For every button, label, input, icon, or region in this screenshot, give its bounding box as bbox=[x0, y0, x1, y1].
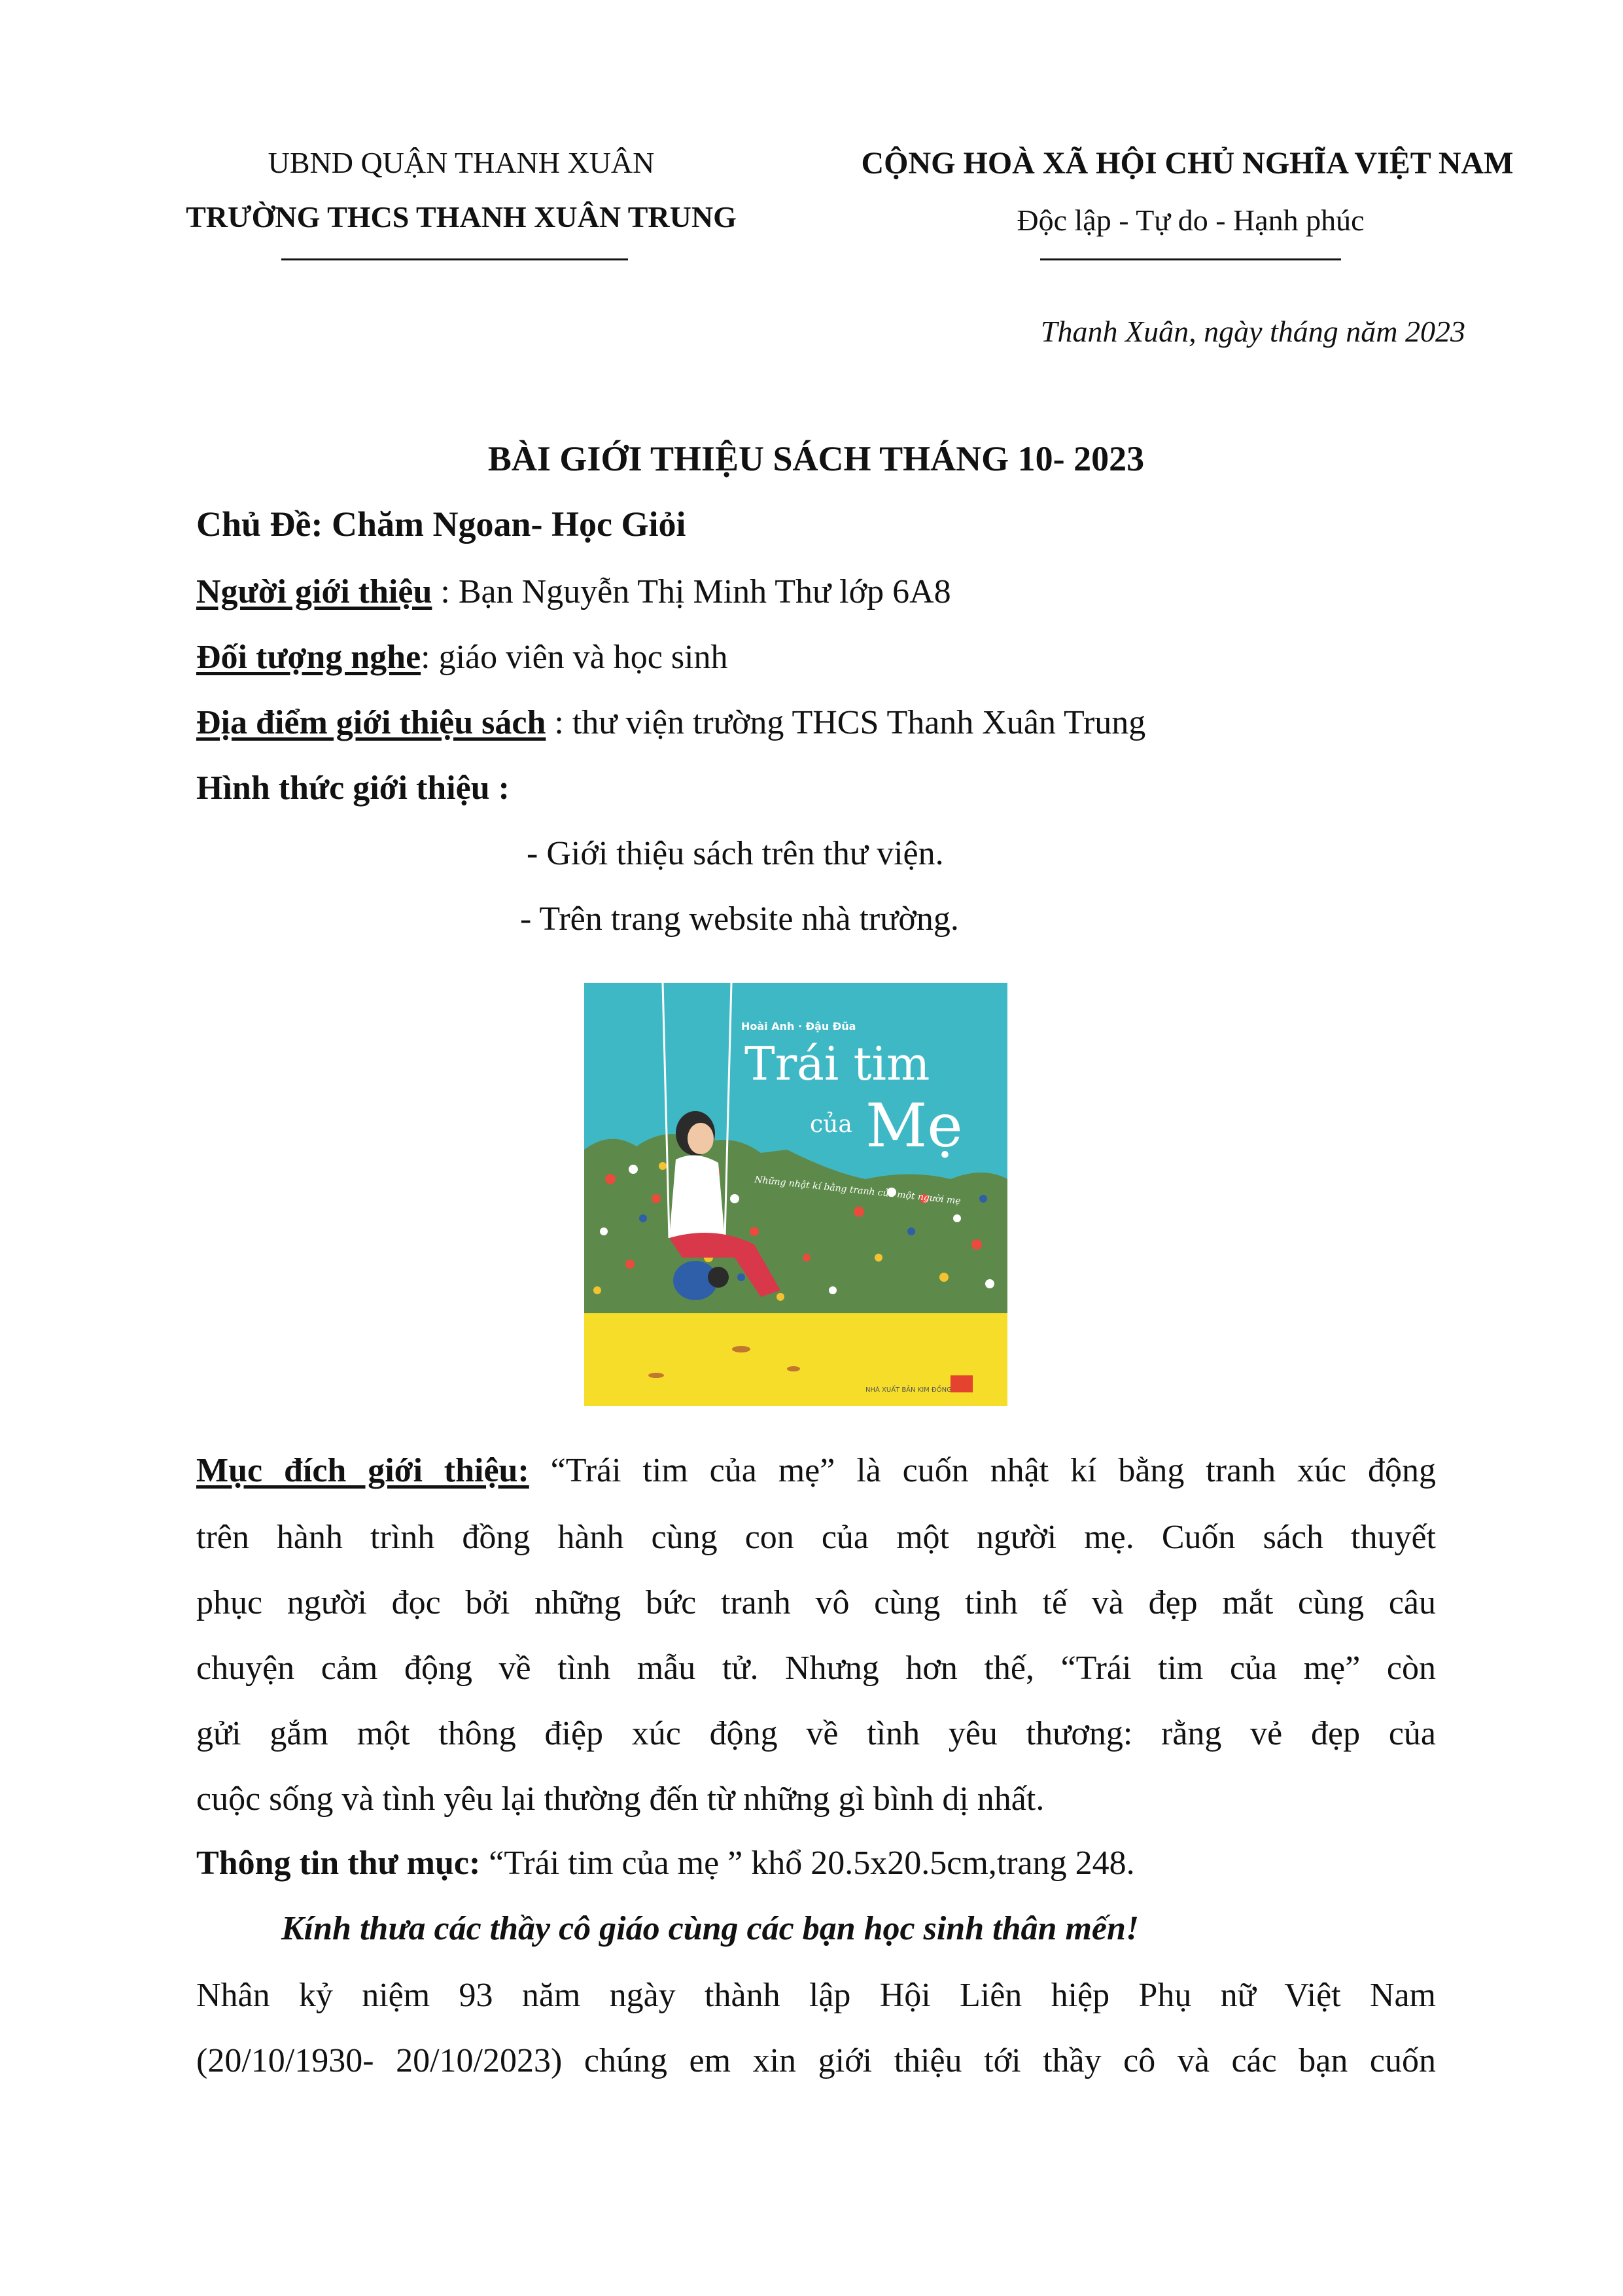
purpose-text-1: “Trái tim của mẹ” là cuốn nhật kí bằng tranh xúc động bbox=[529, 1452, 1436, 1489]
format-item-website: - Trên trang website nhà trường. bbox=[520, 900, 959, 938]
cover-title-small: của bbox=[810, 1111, 852, 1138]
location-label: Địa điểm giới thiệu sách bbox=[196, 704, 546, 741]
presenter-line bbox=[196, 573, 951, 611]
topic: Chủ Đề: Chăm Ngoan- Học Giỏi bbox=[196, 504, 686, 544]
purpose-line-1 bbox=[196, 1451, 1436, 1490]
header-left-underline bbox=[281, 258, 628, 260]
audience-line bbox=[196, 638, 728, 677]
format-item-library: - Giới thiệu sách trên thư viện. bbox=[527, 835, 944, 872]
intro-line-1: Nhân kỷ niệm 93 năm ngày thành lập Hội Liên hiệp Phụ nữ Việt Nam bbox=[196, 1977, 1436, 2014]
national-motto: Độc lập - Tự do - Hạnh phúc bbox=[1017, 203, 1365, 237]
cover-publisher: NHÀ XUẤT BẢN KIM ĐỒNG bbox=[865, 1386, 952, 1394]
purpose-line-2: trên hành trình đồng hành cùng con của một người mẹ. Cuốn sách thuyết bbox=[196, 1519, 1436, 1556]
date-line: Thanh Xuân, ngày tháng năm 2023 bbox=[1040, 315, 1465, 348]
intro-line-2: (20/10/1930- 20/10/2023) chúng em xin giới thiệu tới thầy cô và các bạn cuốn bbox=[196, 2042, 1436, 2079]
purpose-line-6: cuộc sống và tình yêu lại thường đến từ những gì bình dị nhất. bbox=[196, 1780, 1045, 1818]
purpose-line-4: chuyện cảm động về tình mẫu tử. Nhưng hơn thế, “Trái tim của mẹ” còn bbox=[196, 1650, 1436, 1687]
presenter-label: Người giới thiệu bbox=[196, 573, 432, 610]
audience-value: : giáo viên và học sinh bbox=[421, 639, 728, 676]
book-cover-image bbox=[584, 983, 1007, 1406]
presenter-value: : Bạn Nguyễn Thị Minh Thư lớp 6A8 bbox=[432, 573, 951, 610]
catalog-label: Thông tin thư mục: bbox=[196, 1845, 481, 1882]
purpose-line-3: phục người đọc bởi những bức tranh vô cùng tinh tế và đẹp mắt cùng câu bbox=[196, 1584, 1436, 1621]
audience-label: Đối tượng nghe bbox=[196, 639, 421, 676]
location-line bbox=[196, 703, 1145, 742]
national-title: CỘNG HOÀ XÃ HỘI CHỦ NGHĨA VIỆT NAM bbox=[861, 146, 1514, 181]
format-label: Hình thức giới thiệu : bbox=[196, 769, 510, 807]
cover-title-big: Mẹ bbox=[865, 1091, 963, 1161]
purpose-label: Mục đích giới thiệu: bbox=[196, 1452, 529, 1489]
purpose-line-5: gửi gắm một thông điệp xúc động về tình yêu thương: rằng vẻ đẹp của bbox=[196, 1715, 1436, 1752]
location-value: : thư viện trường THCS Thanh Xuân Trung bbox=[546, 704, 1146, 741]
header-right-underline bbox=[1040, 258, 1341, 260]
catalog-line bbox=[196, 1844, 1135, 1882]
cover-authors: Hoài Anh · Đậu Đũa bbox=[741, 1020, 856, 1033]
cover-subtitle: Những nhật kí bằng tranh của một người mẹ bbox=[754, 1174, 962, 1207]
district-name: UBND QUẬN THANH XUÂN bbox=[268, 146, 655, 179]
document-title: BÀI GIỚI THIỆU SÁCH THÁNG 10- 2023 bbox=[487, 439, 1145, 478]
catalog-value: “Trái tim của mẹ ” khổ 20.5x20.5cm,trang 248. bbox=[480, 1845, 1135, 1882]
cover-title-line1: Trái tim bbox=[744, 1037, 930, 1091]
school-name: TRƯỜNG THCS THANH XUÂN TRUNG bbox=[186, 200, 737, 234]
book-cover-illustration bbox=[584, 983, 1007, 1406]
greeting: Kính thưa các thầy cô giáo cùng các bạn học sinh thân mến! bbox=[281, 1910, 1140, 1947]
